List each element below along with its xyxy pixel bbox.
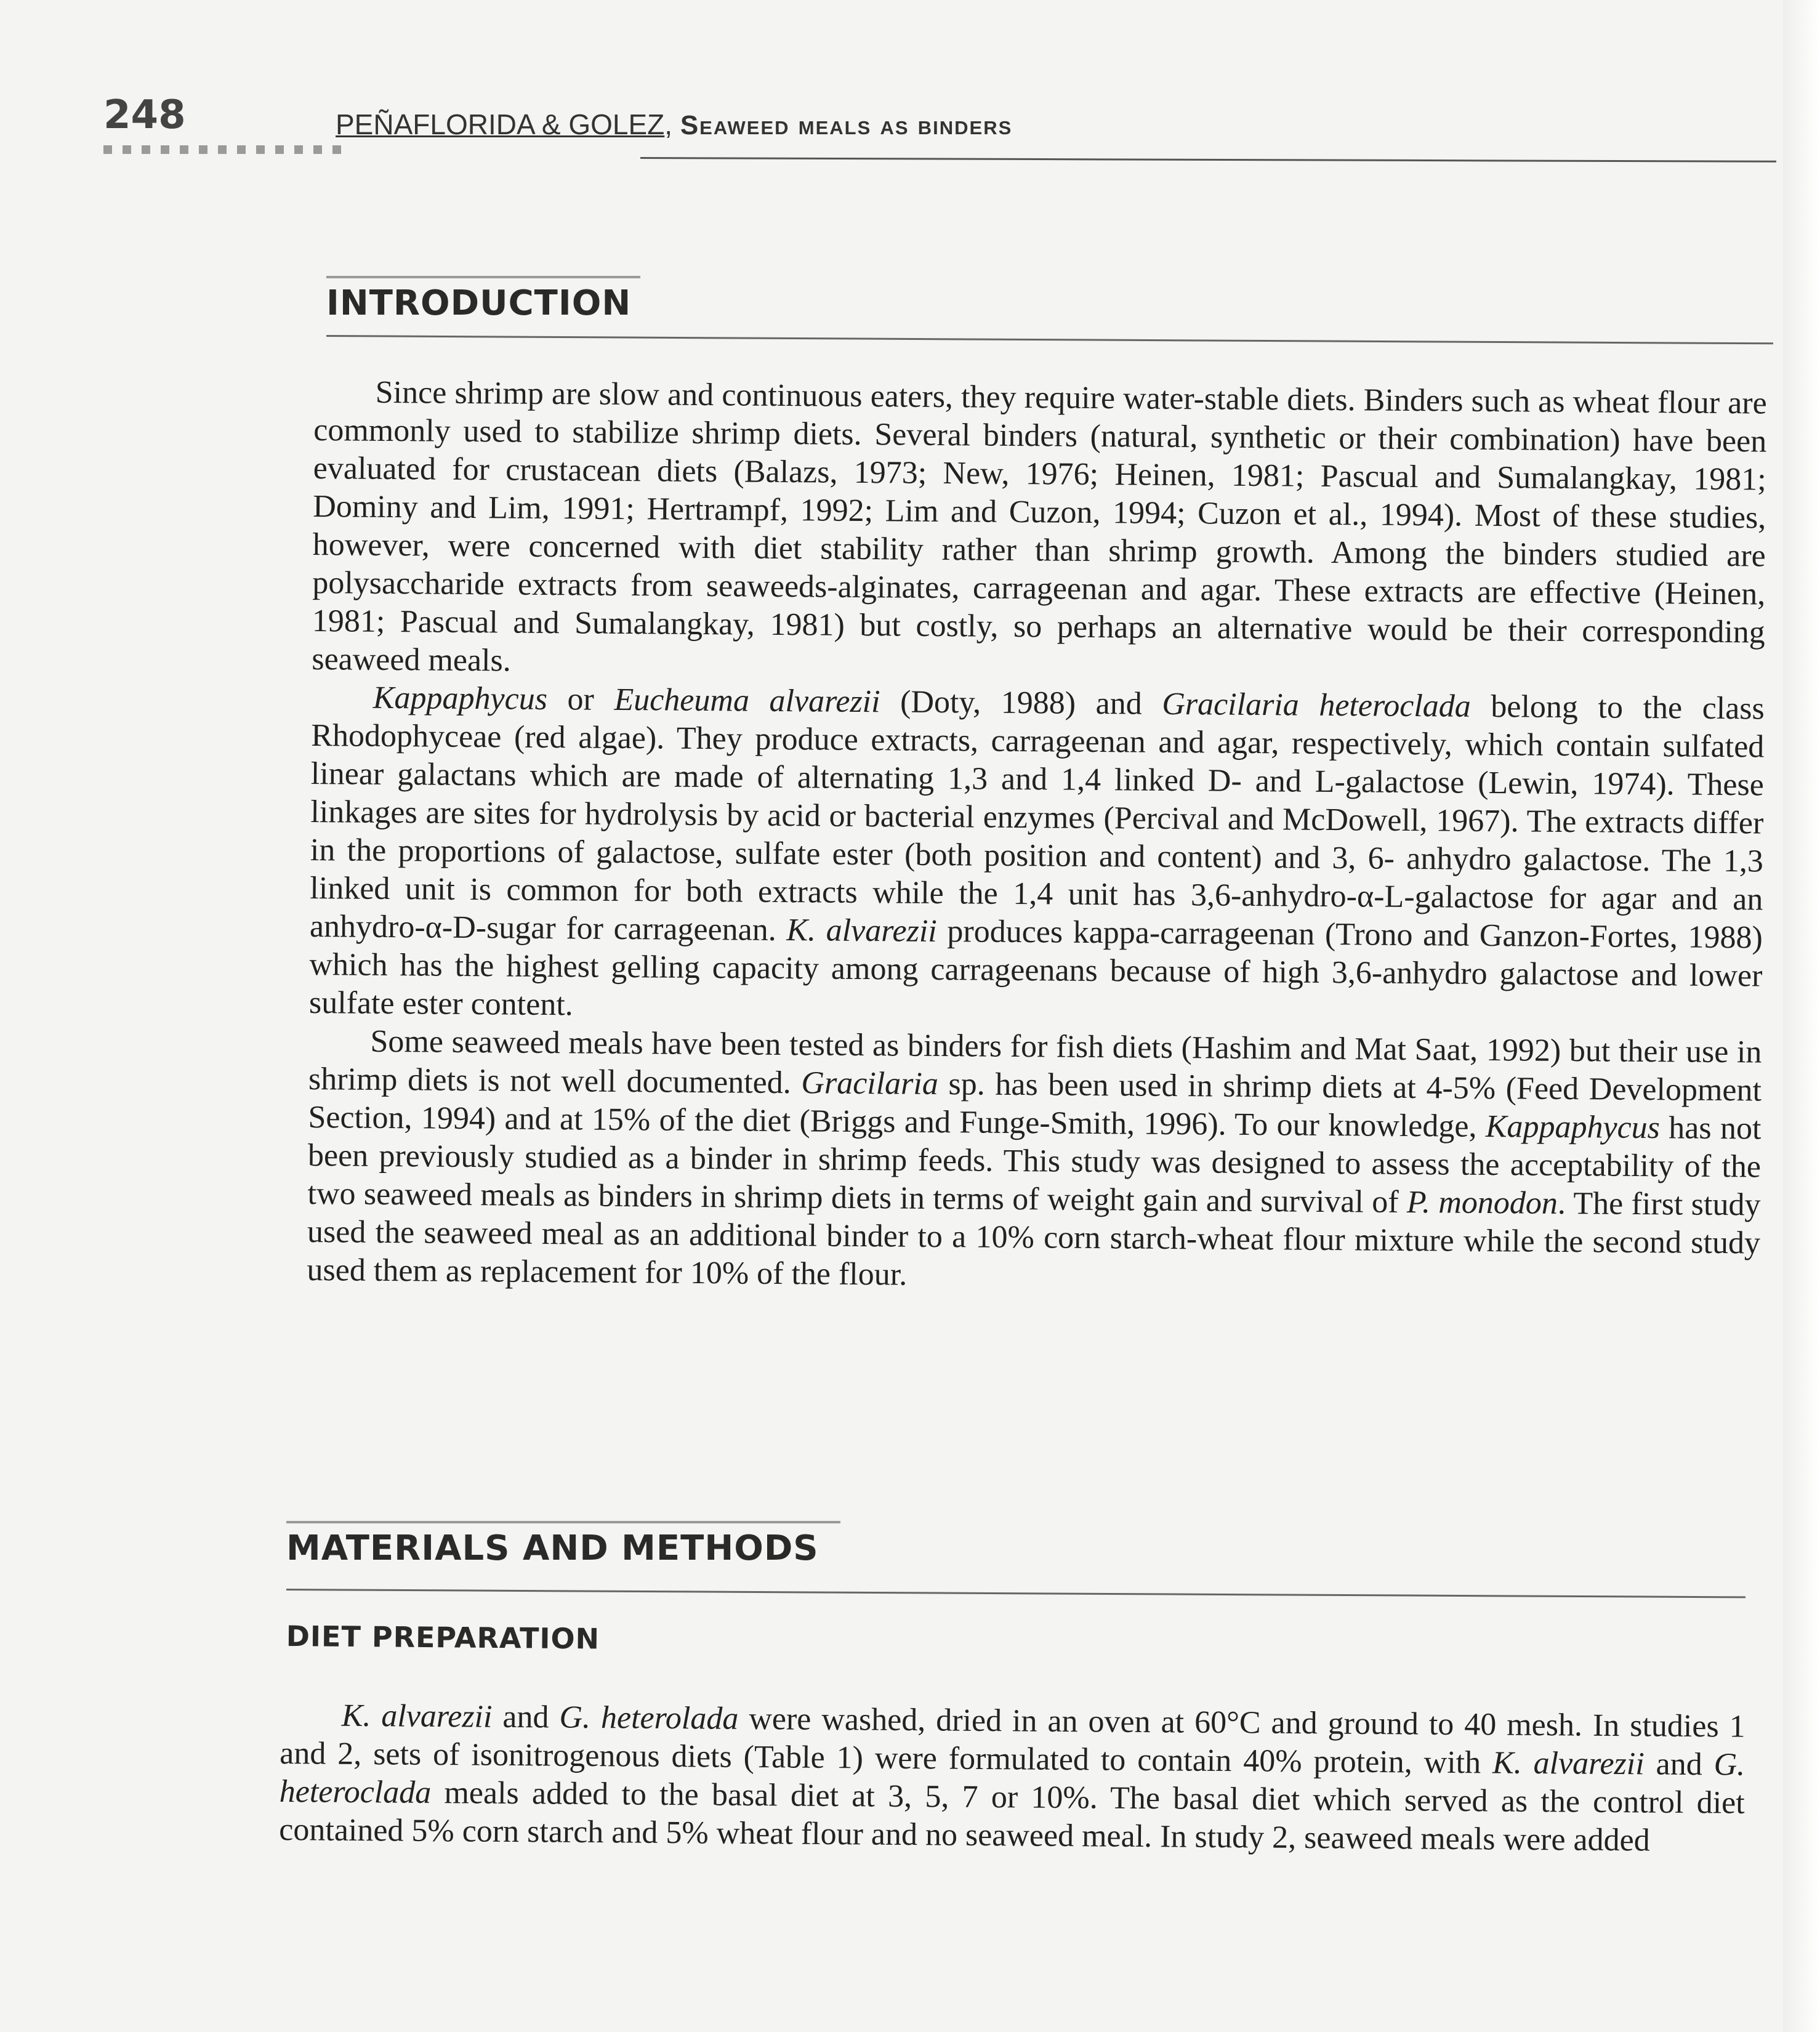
intro-paragraph-2 <box>309 679 1765 1034</box>
page-edge <box>1783 0 1820 2032</box>
introduction-heading-block <box>326 276 640 323</box>
text-run: Some seaweed meals have been tested as binders for fish diets (Hashim and Mat Saat, 1992) but their use in shrimp diets is not well documented. <box>308 1023 1762 1101</box>
header-dot <box>103 145 112 154</box>
diet-preparation-heading: DIET PREPARATION <box>286 1619 600 1656</box>
text-run: . The first study used the seaweed meal as an additional binder to a 10% corn starch-wheat flour mixture while the second study used them as replacement for 10% of the flour. <box>307 1185 1761 1292</box>
introduction-body <box>307 373 1767 1300</box>
header-dot <box>199 145 207 154</box>
introduction-heading: INTRODUCTION <box>326 283 632 323</box>
header-dot <box>313 145 322 154</box>
header-dot <box>161 145 169 154</box>
methods-rule <box>286 1589 1746 1598</box>
species-name: Kappaphycus <box>372 680 548 717</box>
text-run: produces kappa-carrageenan (Trono and Ganzon-Fortes, 1988) which has the highest gelling capacity among carrageenans because of high 3,6-anhydro galactose and lower sulfate ester content. <box>308 913 1763 1023</box>
species-name: G. heterolada <box>559 1699 739 1736</box>
page-number: 248 <box>103 92 186 138</box>
intro-paragraph-1 <box>312 373 1767 690</box>
species-name: P. monodon <box>1406 1184 1558 1221</box>
running-title-short: Seaweed meals as binders <box>680 110 1013 140</box>
species-name: K. alvarezii <box>1492 1745 1645 1782</box>
intro-paragraph-3 <box>307 1022 1762 1301</box>
header-dot <box>294 145 303 154</box>
species-name: Gracilaria heteroclada <box>1162 686 1472 724</box>
species-name: K. alvarezii <box>786 913 937 949</box>
header-dot <box>180 145 188 154</box>
running-title-authors: PEÑAFLORIDA & GOLEZ <box>336 108 665 140</box>
header-dot <box>275 145 284 154</box>
methods-body <box>279 1696 1746 1861</box>
header-dot <box>256 145 265 154</box>
text-run: (Doty, 1988) and <box>880 684 1162 722</box>
text-run: or <box>547 681 614 717</box>
intro-p1-text: Since shrimp are slow and continuous eaters, they require water-stable diets. Binders such as wheat flour are commonly used to stabilize shrimp diets. Several binders (natural, synthetic or their combination) have been evaluated for crustacean diets (Balazs, 1973; New, 1976; Heinen, 1981; Pascual and Sumalangkay, 1981; Dominy and Lim, 1991; Hertrampf, 1992; Lim and Cuzon, 1994; Cuzon et al., 1994). Most of these studies, however, were concerned with diet stability rather than shrimp growth. Among the binders studied are polysaccharide extracts from seaweeds-alginates, carrageenan and agar. These extracts are effective (Heinen, 1981; Pascual and Sumalangkay, 1981) but costly, so perhaps an alternative would be their corresponding seaweed meals. <box>312 374 1767 679</box>
text-run: sp. has been used in shrimp diets at 4-5% (Feed Development Section, 1994) and at 15% of the diet (Briggs and Funge-Smith, 1996). To our knowledge, <box>308 1066 1762 1144</box>
methods-heading-block <box>286 1521 840 1568</box>
species-name: G. heteroclada <box>279 1747 1746 1810</box>
running-title <box>336 108 1012 141</box>
header-dot <box>218 145 227 154</box>
text-run: meals added to the basal diet at 3, 5, 7 or 10%. The basal diet which served as the control diet contained 5% corn starch and 5% wheat flour and no seaweed meal. In study 2, seaweed meals were added <box>279 1775 1745 1858</box>
header-dot-row <box>103 145 341 154</box>
text-run: and <box>492 1699 560 1735</box>
species-name: Kappaphycus <box>1485 1108 1661 1146</box>
species-name: Gracilaria <box>801 1065 939 1102</box>
methods-paragraph-1 <box>279 1696 1746 1861</box>
species-name: K. alvarezii <box>341 1698 493 1735</box>
species-name: Eucheuma alvarezii <box>614 682 880 720</box>
header-dot <box>142 145 150 154</box>
text-run: belong to the class Rhodophyceae (red algae). They produce extracts, carrageenan and agar, respectively, which contain sulfated linear galactans which are made of alternating 1,3 and 1,4 linked D- and L-galactose (Lewin, 1974). These linkages are sites for hydrolysis by acid or bacterial enzymes (Percival and McDowell, 1967). The extracts differ in the proportions of galactose, sulfate ester (both position and content) and 3, 6- anhydro galactose. The 1,3 linked unit is common for both extracts while the 1,4 unit has 3,6-anhydro-α-L-galactose for agar and an anhydro-α-D-sugar for carrageenan. <box>309 688 1765 948</box>
text-run: were washed, dried in an oven at 60°C and ground to 40 mesh. In studies 1 and 2, sets of isonitrogenous diets (Table 1) were formulated to contain 40% protein, with <box>280 1701 1746 1781</box>
introduction-rule <box>326 335 1773 344</box>
text-run: and <box>1644 1746 1714 1783</box>
methods-heading: MATERIALS AND METHODS <box>286 1528 819 1568</box>
text-run: has not been previously studied as a binder in shrimp feeds. This study was designed to assess the acceptability of the two seaweed meals as binders in shrimp diets in terms of weight gain and survival of <box>307 1110 1762 1220</box>
header-dot <box>237 145 246 154</box>
running-title-separator: , <box>664 108 680 140</box>
header-dot <box>332 145 341 154</box>
header-dot <box>123 145 131 154</box>
header-rule <box>640 157 1776 163</box>
